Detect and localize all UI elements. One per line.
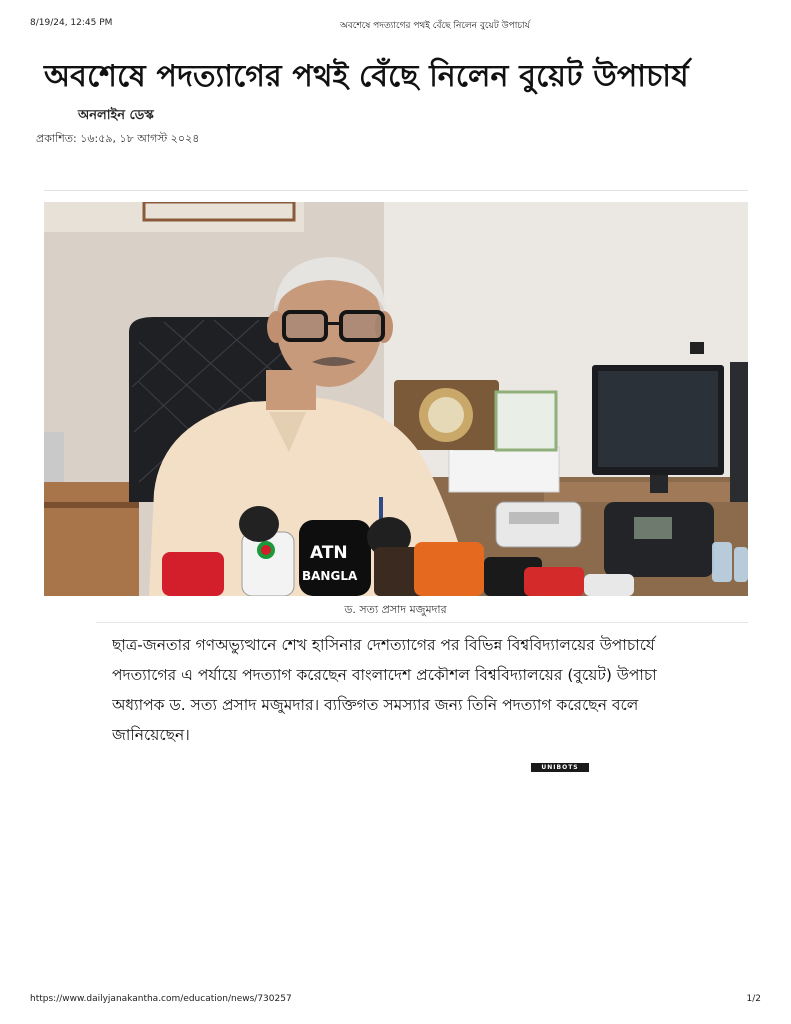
print-header	[30, 18, 761, 32]
print-page-title: অবশেষে পদত্যাগের পথই বেঁছে নিলেন বুয়েট উপাচার্য	[340, 21, 530, 31]
body-line: ছাত্র-জনতার গণঅভ্যুত্থানে শেখ হাসিনার দেশত্যাগের পর বিভিন্ন বিশ্ববিদ্যালয়ের উপাচার্যে	[112, 636, 655, 654]
body-line: অধ্যাপক ড. সত্য প্রসাদ মজুমদার। ব্যক্তিগত সমস্যার জন্য তিনি পদত্যাগ করেছেন বলে	[112, 696, 639, 714]
divider	[44, 190, 748, 191]
article-author[interactable]: অনলাইন ডেস্ক	[78, 108, 154, 123]
article-headline: অবশেষে পদত্যাগের পথই বেঁছে নিলেন বুয়েট উপাচার্য	[44, 59, 689, 94]
article-body	[112, 630, 756, 750]
body-line: জানিয়েছেন।	[112, 726, 190, 744]
publish-timestamp: প্রকাশিত: ১৬:৫৯, ১৮ আগস্ট ২০২৪	[36, 132, 200, 145]
print-url: https://www.dailyjanakantha.com/education/news/730257	[30, 994, 292, 1004]
divider	[96, 622, 748, 623]
print-page-number: 1/2	[746, 994, 761, 1004]
mic-label-atn: ATN	[310, 543, 348, 563]
article-photo	[44, 202, 748, 596]
unibots-ad-badge[interactable]: UNIBOTS	[531, 763, 589, 772]
body-line: পদত্যাগের এ পর্যায়ে পদত্যাগ করেছেন বাংলাদেশ প্রকৌশল বিশ্ববিদ্যালয়ের (বুয়েট) উপাচা	[112, 666, 657, 684]
print-footer	[30, 994, 761, 1008]
print-datetime: 8/19/24, 12:45 PM	[30, 18, 113, 28]
photo-caption: ড. সত্য প্রসাদ মজুমদার	[344, 603, 447, 616]
mic-label-bangla: BANGLA	[302, 569, 358, 583]
